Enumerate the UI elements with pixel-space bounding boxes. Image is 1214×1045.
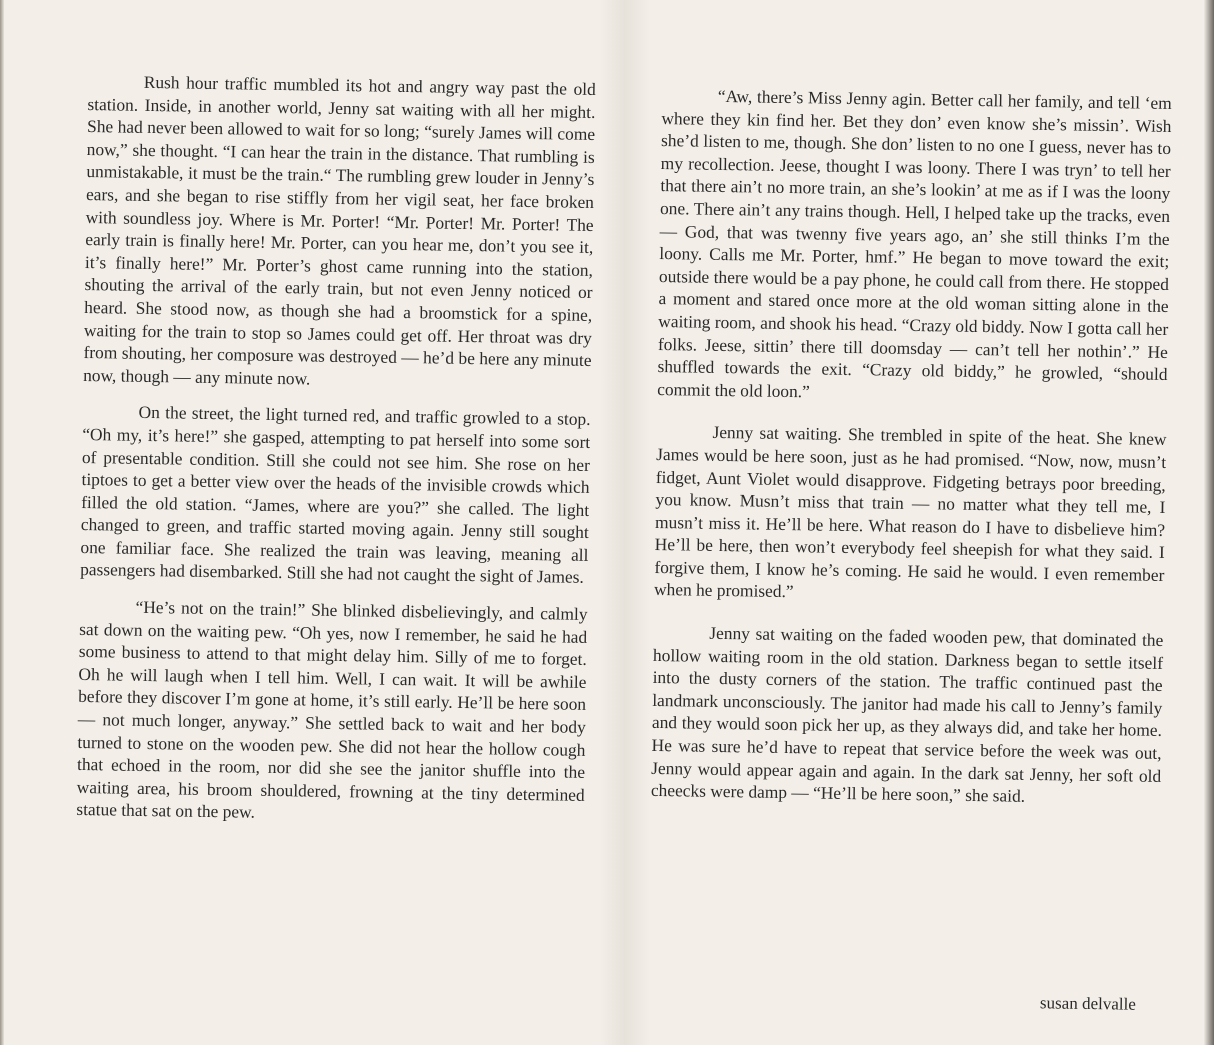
- left-column: [76, 70, 596, 843]
- page-edge-right: [1204, 0, 1214, 1045]
- page-edge-left: [0, 0, 4, 1045]
- paragraph: “Aw, there’s Miss Jenny agin. Better call her family, and tell ‘em where they kin find her. Bet they don’ even know she’s missin’. Wish she’d listen to me, though. She don’ listen to no one I guess, never has to my recollection. Jeese, thought I was loony. There I was tryn’ to tell her that there ain’t no more train, an she’s lookin’ at me as if I was the loony one. There ain’t any trains though. Hell, I helped take up the tracks, even — God, that was twenny five years ago, an’ she still thinks I’m the loony. Calls me Mr. Porter, hmf.” He began to move toward the exit; outside there would be a pay phone, he could call from there. He stopped a moment and stared once more at the old woman sitting alone in the waiting room, and shook his head. “Crazy old biddy. Now I gotta call her folks. Jeese, sittin’ there till doomsday — can’t tell her nothin’.” He shuffled towards the exit. “Crazy old biddy,” he growled, “should commit the old loon.”: [657, 85, 1172, 402]
- right-column: [651, 84, 1172, 824]
- page-fold: [600, 0, 650, 1045]
- paragraph: On the street, the light turned red, and traffic growled to a stop. “Oh my, it’s here!” she gasped, attempting to pat herself into some sort of presentable condition. Still she could not see him. She rose on her tiptoes to get a better view over the heads of the invisible crowds which filled the old station. “James, where are you?” she called. The light changed to green, and traffic started moving again. Jenny still sought one familiar face. She realized the train was leaving, meaning all passengers had disembarked. Still she had not caught the sight of James.: [79, 402, 591, 588]
- paragraph: Jenny sat waiting. She trembled in spite of the heat. She knew James would be here soon, just as he had promised. “Now, now, musn’t fidget, Aunt Violet would disapprove. Fidgeting betrays poor breeding, you know. Musn’t miss that train — no matter what they tell me, I musn’t miss it. He’ll be here. What reason do I have to disbelieve him? He’ll be here, then won’t everybody feel sheepish for what they said. I forgive them, I know he’s coming. He said he would. I even remember when he promised.”: [653, 422, 1167, 602]
- paragraph: Rush hour traffic mumbled its hot and angry way past the old station. Inside, in another world, Jenny sat waiting with all her might. She had never been allowed to wait for so long; “surely James will come now,” she thought. “I can hear the train in the distance. That rumbling is unmistakable, it must be the train.“ The rumbling grew louder in Jenny’s ears, and she began to rise stiffly from her vigil seat, her face broken with soundless joy. Where is Mr. Porter! “Mr. Porter! Mr. Porter! The early train is finally here! Mr. Porter, can you hear me, don’t you see it, it’s finally here!” Mr. Porter’s ghost came running into the station, shouting the arrival of the early train, but not even Jenny noticed or heard. She stood now, as though she had a broomstick for a spine, waiting for the train to stop so James could get off. Her throat was dry from shouting, her composure was destroyed — he’d be here any minute now, though — any minute now.: [83, 71, 596, 389]
- author-signature: susan delvalle: [1039, 993, 1136, 1014]
- paragraph: Jenny sat waiting on the faded wooden pew, that dominated the hollow waiting room in the old station. Darkness began to settle itself into the dusty corners of the station. The traffic continued past the landmark unconsciously. The janitor had made his call to Jenny’s family and they would soon pick her up, as they always did, and take her home. He was sure he’d have to repeat that service before the week was out, Jenny would appear again and again. In the dark sat Jenny, her soft old cheecks were damp — “He’ll be here soon,” she said.: [650, 622, 1164, 807]
- paragraph: “He’s not on the train!” She blinked disbelievingly, and calmly sat down on the waiting pew. “Oh yes, now I remember, he said he had some business to attend to that might delay him. Silly of me to forget. Oh he will laugh when I tell him. Well, I can wait. It will be awhile before they discover I’m gone at home, it’s still early. He’ll be here soon — not much longer, anyway.” She settled back to wait and her body turned to stone on the wooden pew. She did not hear the hollow cough that echoed in the room, nor did she see the janitor shuffle into the waiting area, his broom shouldered, frowning at the tiny determined statue that sat on the pew.: [76, 596, 588, 823]
